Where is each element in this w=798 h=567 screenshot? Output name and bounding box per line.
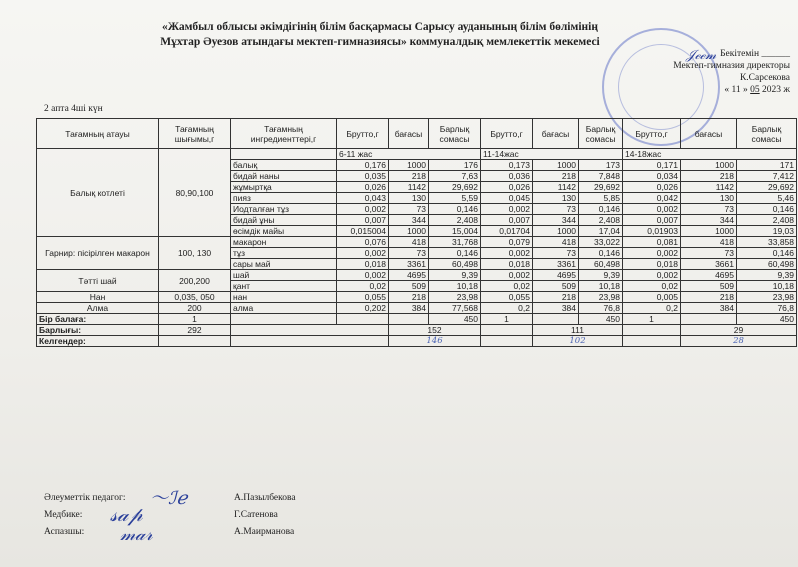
director-signature: 𝒥ℯℯ𝓂: [686, 48, 717, 63]
value-cell: 0,01704: [481, 226, 533, 237]
signature-role: Аспазшы:: [44, 527, 85, 537]
empty-cell: [159, 336, 231, 347]
header-total: Барлық сомасы: [429, 119, 481, 149]
value-cell: 509: [533, 281, 579, 292]
approval-date-year: 2023 ж: [762, 85, 790, 95]
value-cell: 218: [681, 171, 737, 182]
age-group-label: 11-14жас: [481, 149, 623, 160]
value-cell: 1000: [389, 160, 429, 171]
signature-scribble-3: 𝓂𝒶𝓇: [120, 524, 153, 545]
ingredient-cell: [231, 149, 337, 160]
value-cell: 218: [533, 292, 579, 303]
value-cell: 5,85: [579, 193, 623, 204]
value-cell: 77,568: [429, 303, 481, 314]
value-cell: 23,98: [429, 292, 481, 303]
age-group-row: [37, 149, 797, 160]
value-cell: 418: [389, 237, 429, 248]
value-cell: 9,39: [429, 270, 481, 281]
value-cell: 0,079: [481, 237, 533, 248]
value-cell: 218: [389, 171, 429, 182]
signature-scribble-1: 〜ℐℯ: [150, 488, 188, 509]
value-cell: 0,002: [481, 248, 533, 259]
value-cell: 450: [429, 314, 481, 325]
value-cell: 0,146: [579, 248, 623, 259]
empty-cell: [337, 314, 389, 325]
empty-cell: [389, 314, 429, 325]
approval-name: К.Сарсекова: [739, 73, 790, 83]
per-child-row: [37, 314, 797, 325]
value-cell: 1: [623, 314, 681, 325]
value-cell: 450: [579, 314, 623, 325]
header-brutto: Брутто,г: [623, 119, 681, 149]
value-cell: 19,03: [737, 226, 797, 237]
handwritten-count: 28: [681, 336, 797, 347]
value-cell: 0,02: [623, 281, 681, 292]
value-cell: 60,498: [429, 259, 481, 270]
value-cell: 173: [579, 160, 623, 171]
age-group-label: 14-18жас: [623, 149, 797, 160]
dish-name: Тәтті шай: [37, 270, 159, 292]
value-cell: 7,848: [579, 171, 623, 182]
empty-cell: [231, 314, 337, 325]
value-cell: 0,146: [429, 248, 481, 259]
ingredient-name: балық: [231, 160, 337, 171]
ingredient-name: алма: [231, 303, 337, 314]
ingredient-name: тұз: [231, 248, 337, 259]
empty-cell: [231, 336, 389, 347]
arrived-row: [37, 336, 797, 347]
value-cell: 73: [533, 248, 579, 259]
approval-date-day: « 11 »: [724, 85, 748, 95]
value-cell: 29,692: [579, 182, 623, 193]
value-cell: 73: [533, 204, 579, 215]
signature-row: [44, 524, 354, 541]
dish-name: Гарнир: пісірілген макарон: [37, 237, 159, 270]
dish-name: Алма: [37, 303, 159, 314]
value-cell: 0,2: [623, 303, 681, 314]
dish-yield: 80,90,100: [159, 149, 231, 237]
signature-role: Әлеуметтік педагог:: [44, 493, 126, 503]
value-cell: 0,146: [737, 248, 797, 259]
ingredient-name: нан: [231, 292, 337, 303]
value-cell: 60,498: [579, 259, 623, 270]
value-cell: 0,173: [481, 160, 533, 171]
approval-label: Бекітемін: [720, 49, 760, 59]
value-cell: 5,59: [429, 193, 481, 204]
value-cell: 218: [533, 171, 579, 182]
value-cell: 73: [389, 204, 429, 215]
value-cell: 509: [389, 281, 429, 292]
value-cell: 9,39: [737, 270, 797, 281]
value-cell: 218: [389, 292, 429, 303]
header-total: Барлық сомасы: [737, 119, 797, 149]
value-cell: 0,007: [337, 215, 389, 226]
value-cell: 1000: [533, 160, 579, 171]
handwritten-count: 102: [533, 336, 623, 347]
header-brutto: Брутто,г: [337, 119, 389, 149]
handwritten-count: 146: [389, 336, 481, 347]
ingredient-name: қант: [231, 281, 337, 292]
header-price: бағасы: [681, 119, 737, 149]
empty-cell: [681, 314, 737, 325]
value-cell: 0,042: [623, 193, 681, 204]
value-cell: 0,055: [481, 292, 533, 303]
value-cell: 130: [533, 193, 579, 204]
value-cell: 1142: [533, 182, 579, 193]
value-cell: 0,007: [481, 215, 533, 226]
value-cell: 0,002: [623, 248, 681, 259]
value-cell: 4695: [681, 270, 737, 281]
dish-yield: 200,200: [159, 270, 231, 292]
dish-name: Нан: [37, 292, 159, 303]
header-price: бағасы: [533, 119, 579, 149]
value-cell: 4695: [533, 270, 579, 281]
table-row: [37, 303, 797, 314]
value-cell: 384: [681, 303, 737, 314]
value-cell: 76,8: [737, 303, 797, 314]
value-cell: 3361: [533, 259, 579, 270]
header-yield: Тағамның шығымы,г: [159, 119, 231, 149]
value-cell: 3661: [681, 259, 737, 270]
dish-yield: 100, 130: [159, 237, 231, 270]
table-row: [37, 237, 797, 248]
header-line-2: Мұхтар Әуезов атындағы мектеп-гимназиясы» коммуналдық мемлекеттік мекемесі: [160, 36, 600, 48]
value-cell: 10,18: [429, 281, 481, 292]
value-cell: 176: [429, 160, 481, 171]
value-cell: 0,146: [429, 204, 481, 215]
empty-cell: [533, 314, 579, 325]
approval-date-month: 05: [750, 85, 760, 95]
empty-cell: [623, 325, 681, 336]
value-cell: 0,026: [481, 182, 533, 193]
ingredient-name: макарон: [231, 237, 337, 248]
value-cell: 1142: [681, 182, 737, 193]
value-cell: 0,015004: [337, 226, 389, 237]
value-cell: 10,18: [737, 281, 797, 292]
day-label: 2 апта 4ші күн: [44, 104, 103, 114]
dish-yield: 200: [159, 303, 231, 314]
signature-row: [44, 490, 354, 507]
value-cell: 0,202: [337, 303, 389, 314]
value-cell: 73: [681, 248, 737, 259]
value-cell: 0,043: [337, 193, 389, 204]
total-yield: 292: [159, 325, 231, 336]
ingredient-name: өсімдік майы: [231, 226, 337, 237]
value-cell: 1000: [681, 160, 737, 171]
value-cell: 4695: [389, 270, 429, 281]
value-cell: 0,002: [623, 270, 681, 281]
value-cell: 73: [389, 248, 429, 259]
value-cell: 33,022: [579, 237, 623, 248]
value-cell: 1: [481, 314, 533, 325]
empty-cell: [231, 325, 389, 336]
value-cell: 9,39: [579, 270, 623, 281]
signature-space: [174, 524, 234, 541]
value-cell: 344: [681, 215, 737, 226]
value-cell: 0,171: [623, 160, 681, 171]
value-cell: 0,002: [337, 270, 389, 281]
value-cell: 0,055: [337, 292, 389, 303]
approval-role: Мектеп-гимназия директоры: [673, 61, 790, 71]
menu-table: [36, 118, 797, 347]
table-row: [37, 270, 797, 281]
value-cell: 418: [533, 237, 579, 248]
value-cell: 0,002: [481, 270, 533, 281]
value-cell: 218: [681, 292, 737, 303]
empty-cell: [481, 325, 533, 336]
ingredient-name: бидай наны: [231, 171, 337, 182]
value-cell: 23,98: [579, 292, 623, 303]
ingredient-name: сары май: [231, 259, 337, 270]
value-cell: 3361: [389, 259, 429, 270]
value-cell: 10,18: [579, 281, 623, 292]
value-cell: 31,768: [429, 237, 481, 248]
value-cell: 130: [389, 193, 429, 204]
header-ingredients: Тағамның ингредиенттері,г: [231, 119, 337, 149]
dish-yield: 0,035, 050: [159, 292, 231, 303]
approval-block: Бекітемін ______ Мектеп-гимназия директоры К.Сарсекова « 11 » 05 2023 ж: [640, 48, 790, 96]
value-cell: 29,692: [737, 182, 797, 193]
value-cell: 344: [533, 215, 579, 226]
value-cell: 1000: [681, 226, 737, 237]
per-child-label: Бір балаға:: [37, 314, 159, 325]
value-cell: 2,408: [737, 215, 797, 226]
ingredient-name: жұмыртқа: [231, 182, 337, 193]
value-cell: 0,146: [737, 204, 797, 215]
header-total: Барлық сомасы: [579, 119, 623, 149]
total-value: 152: [389, 325, 481, 336]
value-cell: 2,408: [429, 215, 481, 226]
value-cell: 0,026: [623, 182, 681, 193]
header-dish-name: Тағамның атауы: [37, 119, 159, 149]
value-cell: 29,692: [429, 182, 481, 193]
value-cell: 0,026: [337, 182, 389, 193]
age-group-label: 6-11 жас: [337, 149, 481, 160]
value-cell: 15,004: [429, 226, 481, 237]
value-cell: 23,98: [737, 292, 797, 303]
value-cell: 509: [681, 281, 737, 292]
per-child-yield: 1: [159, 314, 231, 325]
value-cell: 384: [389, 303, 429, 314]
dish-name: Балық котлеті: [37, 149, 159, 237]
value-cell: 0,018: [623, 259, 681, 270]
value-cell: 0,007: [623, 215, 681, 226]
value-cell: 0,146: [579, 204, 623, 215]
value-cell: 0,002: [337, 204, 389, 215]
value-cell: 171: [737, 160, 797, 171]
total-value: 111: [533, 325, 623, 336]
value-cell: 0,2: [481, 303, 533, 314]
value-cell: 130: [681, 193, 737, 204]
ingredient-name: бидай ұны: [231, 215, 337, 226]
value-cell: 0,036: [481, 171, 533, 182]
header-line-1: «Жамбыл облысы әкімдігінің білім басқармасы Сарысу ауданының білім бөлімінің: [162, 21, 598, 33]
ingredient-name: шай: [231, 270, 337, 281]
table-header-row: [37, 119, 797, 149]
arrived-label: Келгендер:: [37, 336, 159, 347]
value-cell: 0,002: [623, 204, 681, 215]
value-cell: 7,412: [737, 171, 797, 182]
ingredient-name: Иодталған тұз: [231, 204, 337, 215]
value-cell: 1142: [389, 182, 429, 193]
document-header: [60, 20, 700, 50]
value-cell: 0,076: [337, 237, 389, 248]
total-value: 29: [681, 325, 797, 336]
value-cell: 0,018: [481, 259, 533, 270]
value-cell: 0,02: [337, 281, 389, 292]
total-label: Барлығы:: [37, 325, 159, 336]
value-cell: 5,46: [737, 193, 797, 204]
signature-name: А.Пазылбекова: [234, 493, 296, 503]
value-cell: 7,63: [429, 171, 481, 182]
value-cell: 1000: [389, 226, 429, 237]
empty-cell: [481, 336, 533, 347]
value-cell: 0,035: [337, 171, 389, 182]
value-cell: 0,02: [481, 281, 533, 292]
value-cell: 60,498: [737, 259, 797, 270]
value-cell: 0,002: [337, 248, 389, 259]
value-cell: 418: [681, 237, 737, 248]
value-cell: 0,176: [337, 160, 389, 171]
signature-scribble-2: 𝓈𝒶𝓅: [110, 502, 143, 526]
table-row: [37, 292, 797, 303]
value-cell: 0,005: [623, 292, 681, 303]
total-row: [37, 325, 797, 336]
value-cell: 0,045: [481, 193, 533, 204]
empty-cell: [623, 336, 681, 347]
signature-name: Г.Сатенова: [234, 510, 278, 520]
value-cell: 2,408: [579, 215, 623, 226]
signature-row: [44, 507, 354, 524]
header-brutto: Брутто,г: [481, 119, 533, 149]
value-cell: 0,034: [623, 171, 681, 182]
value-cell: 73: [681, 204, 737, 215]
value-cell: 0,018: [337, 259, 389, 270]
value-cell: 1000: [533, 226, 579, 237]
signature-role: Медбике:: [44, 510, 83, 520]
signature-name: А.Маирманова: [234, 527, 295, 537]
value-cell: 33,858: [737, 237, 797, 248]
value-cell: 344: [389, 215, 429, 226]
header-price: бағасы: [389, 119, 429, 149]
value-cell: 0,081: [623, 237, 681, 248]
value-cell: 0,002: [481, 204, 533, 215]
ingredient-name: пияз: [231, 193, 337, 204]
signatures-block: [44, 490, 354, 541]
value-cell: 17,04: [579, 226, 623, 237]
value-cell: 76,8: [579, 303, 623, 314]
value-cell: 384: [533, 303, 579, 314]
value-cell: 0,01903: [623, 226, 681, 237]
value-cell: 450: [737, 314, 797, 325]
